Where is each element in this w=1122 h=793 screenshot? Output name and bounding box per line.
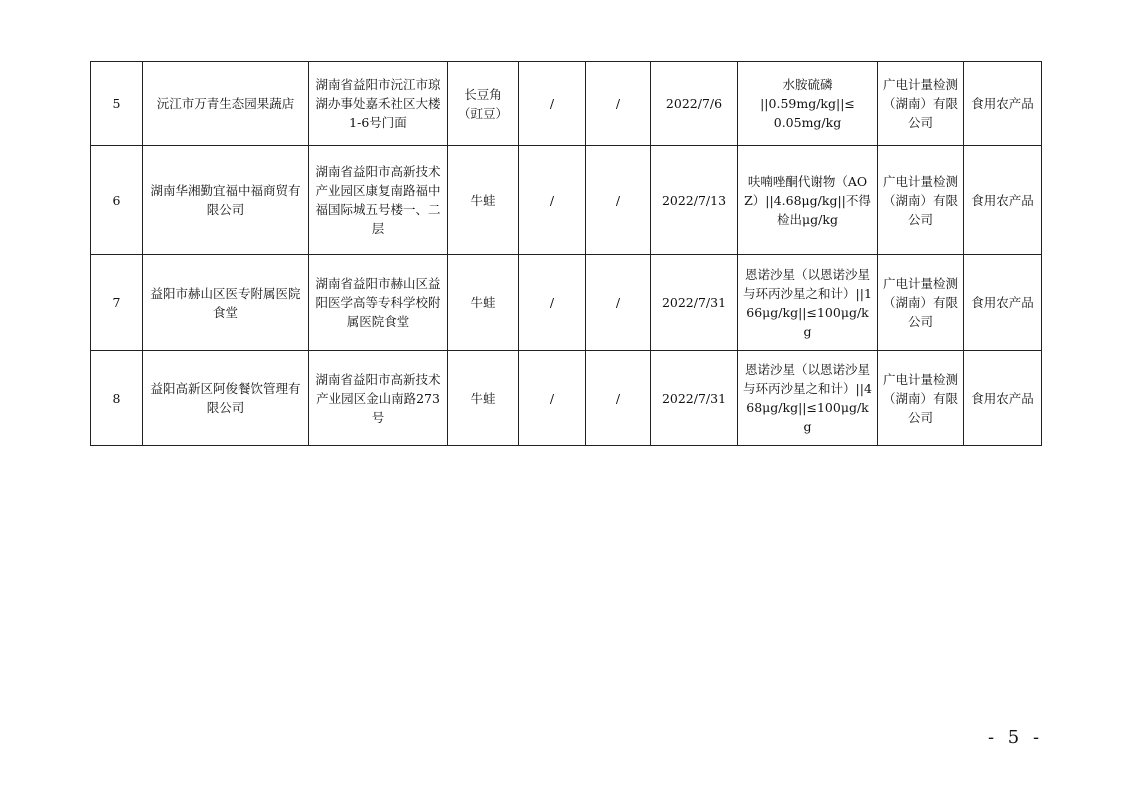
product-name: 长豆角 （豇豆）	[448, 62, 519, 146]
page-number: - 5 -	[988, 727, 1044, 748]
failed-item: 呋喃唑酮代谢物（AOZ）||4.68μg/kg||不得检出μg/kg	[738, 146, 878, 255]
food-category: 食用农产品	[964, 146, 1042, 255]
brand-cell: /	[586, 351, 651, 446]
business-address: 湖南省益阳市赫山区益阳医学高等专科学校附属医院食堂	[309, 255, 448, 351]
business-name: 沅江市万青生态园果蔬店	[143, 62, 309, 146]
failed-item: 恩诺沙星（以恩诺沙星与环丙沙星之和计）||468μg/kg||≤100μg/kg	[738, 351, 878, 446]
business-name: 益阳高新区阿俊餐饮管理有限公司	[143, 351, 309, 446]
sample-date: 2022/7/31	[651, 351, 738, 446]
row-number: 7	[91, 255, 143, 351]
spec-cell: /	[519, 62, 586, 146]
sample-date: 2022/7/13	[651, 146, 738, 255]
brand-cell: /	[586, 255, 651, 351]
spec-cell: /	[519, 146, 586, 255]
food-category: 食用农产品	[964, 351, 1042, 446]
spec-cell: /	[519, 255, 586, 351]
brand-cell: /	[586, 62, 651, 146]
sample-date: 2022/7/6	[651, 62, 738, 146]
product-name: 牛蛙	[448, 146, 519, 255]
failed-item: 恩诺沙星（以恩诺沙星与环丙沙星之和计）||166μg/kg||≤100μg/kg	[738, 255, 878, 351]
results-table	[90, 61, 1042, 446]
business-address: 湖南省益阳市高新技术产业园区康复南路福中福国际城五号楼一、二层	[309, 146, 448, 255]
table-row	[91, 62, 1042, 146]
business-name: 湖南华湘勤宜福中福商贸有限公司	[143, 146, 309, 255]
business-name: 益阳市赫山区医专附属医院食堂	[143, 255, 309, 351]
sample-date: 2022/7/31	[651, 255, 738, 351]
brand-cell: /	[586, 146, 651, 255]
spec-cell: /	[519, 351, 586, 446]
business-address: 湖南省益阳市沅江市琼湖办事处嘉禾社区大楼1-6号门面	[309, 62, 448, 146]
testing-agency: 广电计量检测（湖南）有限公司	[878, 255, 964, 351]
table-row	[91, 146, 1042, 255]
product-name: 牛蛙	[448, 351, 519, 446]
failed-item: 水胺硫磷 ||0.59mg/kg||≤ 0.05mg/kg	[738, 62, 878, 146]
row-number: 8	[91, 351, 143, 446]
row-number: 6	[91, 146, 143, 255]
food-category: 食用农产品	[964, 255, 1042, 351]
testing-agency: 广电计量检测（湖南）有限公司	[878, 146, 964, 255]
food-category: 食用农产品	[964, 62, 1042, 146]
row-number: 5	[91, 62, 143, 146]
table-row	[91, 255, 1042, 351]
table-row	[91, 351, 1042, 446]
testing-agency: 广电计量检测（湖南）有限公司	[878, 351, 964, 446]
product-name: 牛蛙	[448, 255, 519, 351]
business-address: 湖南省益阳市高新技术产业园区金山南路273号	[309, 351, 448, 446]
testing-agency: 广电计量检测（湖南）有限公司	[878, 62, 964, 146]
